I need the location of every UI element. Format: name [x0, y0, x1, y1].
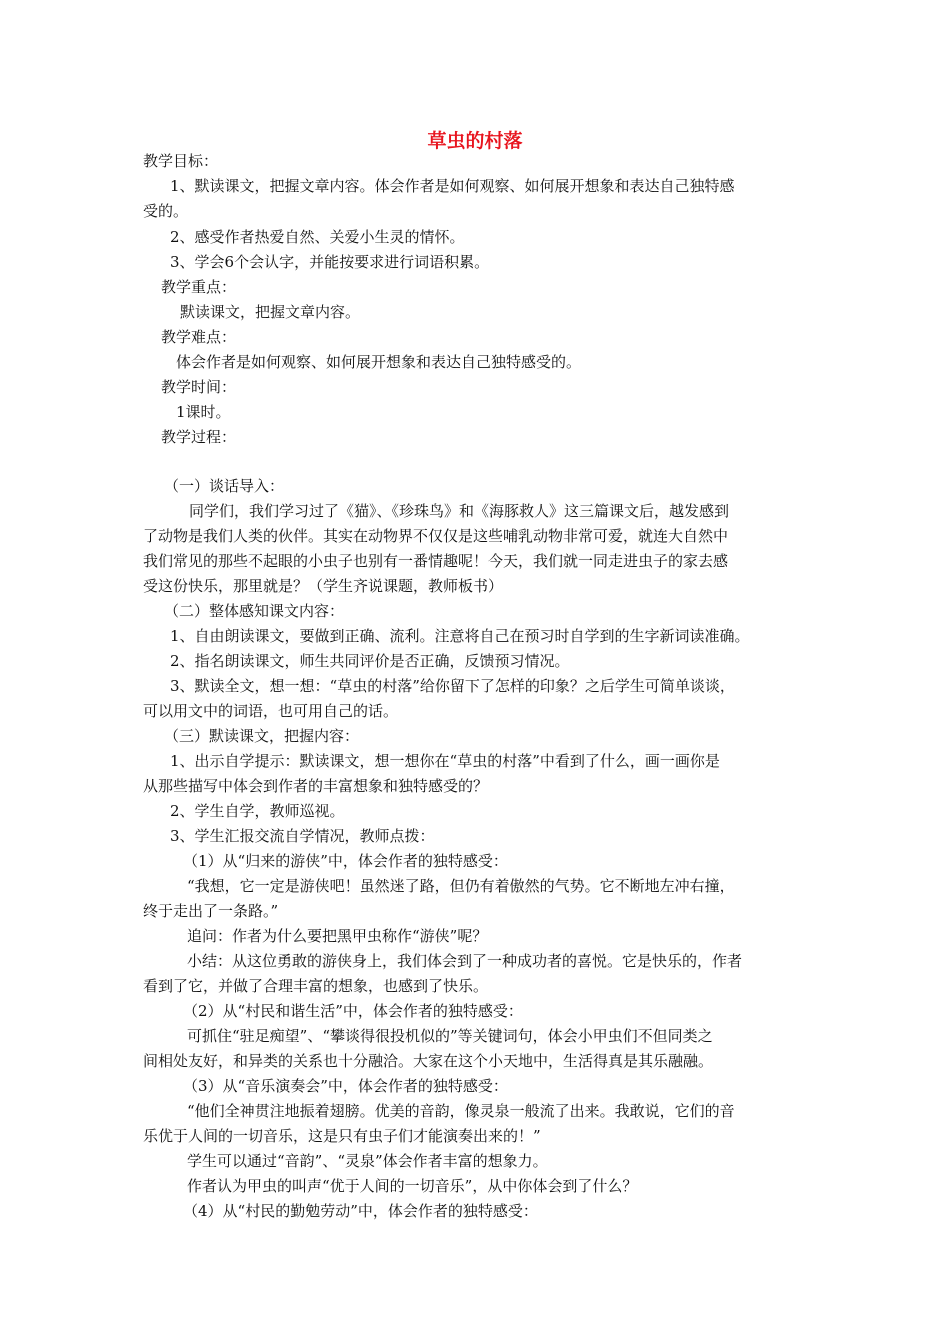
text-line: 间相处友好，和异类的关系也十分融洽。大家在这个小天地中，生活得真是其乐融融。: [143, 1052, 714, 1070]
text-line: （3）从“音乐演奏会”中，体会作者的独特感受：: [183, 1077, 508, 1095]
text-line: 可抓住“驻足痴望”、“攀谈得很投机似的”等关键词句，体会小甲虫们不但同类之: [187, 1027, 713, 1045]
text-line: 终于走出了一条路。”: [143, 902, 279, 920]
text-line: 教学目标：: [143, 152, 219, 170]
text-line: 3、默读全文，想一想：“草虫的村落”给你留下了怎样的印象？之后学生可简单谈谈，: [170, 677, 735, 695]
text-line: “我想，它一定是游侠吧！虽然迷了路，但仍有着傲然的气势。它不断地左冲右撞，: [187, 877, 735, 895]
text-line: 乐优于人间的一切音乐，这是只有虫子们才能演奏出来的！”: [143, 1127, 541, 1145]
text-line: （1）从“归来的游侠”中，体会作者的独特感受：: [183, 852, 508, 870]
text-line: 了动物是我们人类的伙伴。其实在动物界不仅仅是这些哺乳动物非常可爱，就连大自然中: [143, 527, 729, 545]
text-line: 学生可以通过“音韵”、“灵泉”体会作者丰富的想象力。: [187, 1152, 548, 1170]
text-line: （二）整体感知课文内容：: [164, 602, 345, 620]
text-line: 作者认为甲虫的叫声“优于人间的一切音乐”，从中你体会到了什么？: [187, 1177, 638, 1195]
text-line: （一）谈话导入：: [164, 477, 285, 495]
text-line: 受这份快乐，那里就是？（学生齐说课题，教师板书）: [143, 577, 504, 595]
text-line: 从那些描写中体会到作者的丰富想象和独特感受的？: [143, 777, 489, 795]
text-line: 教学难点：: [161, 328, 237, 346]
text-line: 小结：从这位勇敢的游侠身上，我们体会到了一种成功者的喜悦。它是快乐的，作者: [187, 952, 743, 970]
text-line: 2、感受作者热爱自然、关爱小生灵的情怀。: [170, 228, 465, 246]
text-line: 教学过程：: [161, 428, 237, 446]
text-line: 默读课文，把握文章内容。: [180, 303, 361, 321]
text-line: 受的。: [143, 202, 189, 220]
document-title: 草虫的村落: [427, 130, 523, 152]
text-line: 2、指名朗读课文，师生共同评价是否正确，反馈预习情况。: [170, 652, 570, 670]
text-line: 体会作者是如何观察、如何展开想象和表达自己独特感受的。: [176, 353, 582, 371]
text-line: 1课时。: [176, 403, 231, 421]
text-line: 1、出示自学提示：默读课文，想一想你在“草虫的村落”中看到了什么，画一画你是: [170, 752, 720, 770]
text-line: 我们常见的那些不起眼的小虫子也别有一番情趣呢！今天，我们就一同走进虫子的家去感: [143, 552, 729, 570]
text-line: “他们全神贯注地振着翅膀。优美的音韵，像灵泉一般流了出来。我敢说，它们的音: [187, 1102, 735, 1120]
text-line: 教学时间：: [161, 378, 237, 396]
text-line: 看到了它，并做了合理丰富的想象，也感到了快乐。: [143, 977, 489, 995]
text-line: （2）从“村民和谐生活”中，体会作者的独特感受：: [183, 1002, 523, 1020]
text-line: 追问：作者为什么要把黑甲虫称作“游侠”呢？: [187, 927, 488, 945]
text-line: 1、默读课文，把握文章内容。体会作者是如何观察、如何展开想象和表达自己独特感: [170, 177, 735, 195]
text-line: 同学们，我们学习过了《猫》、《珍珠鸟》和《海豚救人》这三篇课文后，越发感到: [189, 502, 730, 520]
text-line: （4）从“村民的勤勉劳动”中，体会作者的独特感受：: [183, 1202, 538, 1220]
text-line: 2、学生自学，教师巡视。: [170, 802, 345, 820]
text-line: 教学重点：: [161, 278, 237, 296]
text-line: 1、自由朗读课文，要做到正确、流利。注意将自己在预习时自学到的生字新词读准确。: [170, 627, 750, 645]
text-line: 可以用文中的词语，也可用自己的话。: [143, 702, 399, 720]
text-line: 3、学会6个会认字，并能按要求进行词语积累。: [170, 253, 490, 271]
text-line: 3、学生汇报交流自学情况，教师点拨：: [170, 827, 435, 845]
text-line: （三）默读课文，把握内容：: [164, 727, 360, 745]
